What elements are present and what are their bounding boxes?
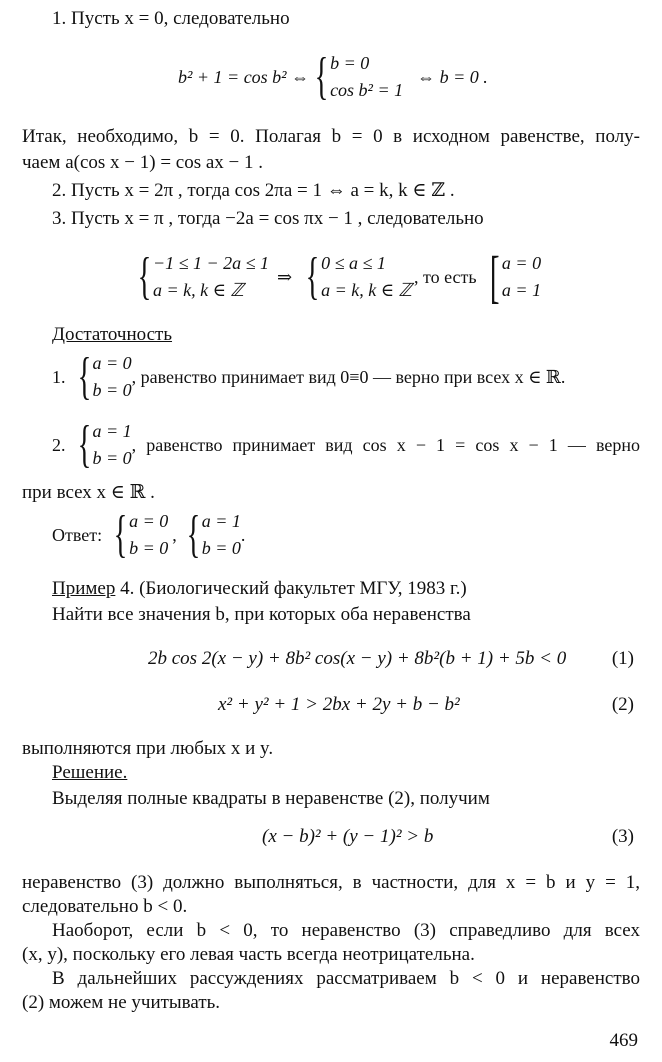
example-source: 4. (Биологический факультет МГУ, 1983 г.) [115,578,467,599]
paragraph-line: Итак, необходимо, b = 0. Полагая b = 0 в исходном равенстве, полу- [22,126,640,147]
text-line: выполняются при любых x и y. [22,738,274,759]
paragraph-line: чаем a(cos x − 1) = cos ax − 1 . [22,152,264,173]
system-row: b = 0 [92,380,132,400]
paragraph-line: (2) можем не учитывать. [22,992,221,1013]
brace-icon: { [113,506,128,563]
case-text: , равенство принимает вид 0≡0 — верно при всех x ∈ ℝ. [131,366,566,387]
case-number: 1. [52,366,66,387]
paragraph-line: следовательно b < 0. [22,896,188,917]
brace-icon: { [186,506,201,563]
brace-icon: { [77,416,91,473]
inequality-3: (x − b)² + (y − 1)² > b [262,826,434,847]
case-1 [52,350,565,404]
system-row: a = 1 [201,511,241,531]
case-number: 2. [52,434,66,455]
section-heading: Достаточность [52,324,173,345]
answer: Ответ: { a = 0 b = 0 , { a = 1 b = 0 . [52,506,246,563]
system-row: a = k, k ∈ ℤ [152,280,244,300]
inequality-2: x² + y² + 1 > 2bx + 2y + b − b² [218,694,460,715]
brace-icon: { [314,48,329,105]
equation-number: (3) [611,826,634,847]
text-line: 3. Пусть x = π , тогда −2a = cos πx − 1 , следовательно [52,208,484,229]
system-row: −1 ≤ 1 − 2a ≤ 1 [152,253,270,273]
system-row: b = 0 [330,53,370,73]
system-row: b = 0 [201,538,241,558]
example-label: Пример [52,578,116,599]
text-line: 2. Пусть x = 2π , тогда cos 2πa = 1 ⇔ a = k, k ∈ ℤ . [52,180,455,201]
connector-text: , то есть [413,266,477,287]
example-heading [52,578,467,600]
brace-icon: { [305,248,320,305]
brace-icon: { [77,348,91,405]
paragraph-line: В дальнейших рассуждениях рассматриваем b < 0 и неравенство [52,968,640,989]
solution-heading: Решение. [52,762,128,783]
system-row: a = 1 [92,421,132,441]
task-text: Найти все значения b, при которых оба неравенства [52,604,471,625]
answer-label: Ответ: [52,524,103,545]
system-row: a = 0 [129,511,169,531]
equation-system-1 [178,50,488,104]
page-number: 469 [609,1030,638,1051]
paragraph-line: (x, y), поскольку его левая часть всегда неотрицательна. [22,944,475,965]
paragraph-line: неравенство (3) должно выполняться, в частности, для x = b и y = 1, [22,872,640,893]
equation-system-2 [132,244,542,309]
system-row: b = 0 [129,538,169,558]
system-row: a = 0 [501,253,542,273]
equation-tail: ⇔ b = 0 . [417,66,488,87]
text-line: при всех x ∈ ℝ . [22,482,155,503]
bracket-icon: [ [489,244,500,309]
case-text: , равенство принимает вид cos x − 1 = cos x − 1 — верно [131,434,640,455]
text-line: 1. Пусть x = 0, следовательно [52,8,290,29]
equation: b² + 1 = cos b² ⇔ [178,66,310,87]
system-row: 0 ≤ a ≤ 1 [321,253,386,273]
system-row: a = 1 [501,280,542,300]
system-row: cos b² = 1 [330,80,404,100]
paragraph-line: Наоборот, если b < 0, то неравенство (3) справедливо для всех [52,920,640,941]
implies-icon: ⇒ [277,266,293,287]
system-row: b = 0 [92,448,132,468]
text-line: Выделяя полные квадраты в неравенстве (2), получим [52,788,490,809]
equation-number: (2) [611,694,634,715]
case-2 [52,418,640,472]
equation-number: (1) [611,648,634,669]
brace-icon: { [137,248,152,305]
system-row: a = k, k ∈ ℤ [321,280,412,300]
system-row: a = 0 [92,353,132,373]
inequality-1: 2b cos 2(x − y) + 8b² cos(x − y) + 8b²(b + 1) + 5b < 0 [148,648,567,669]
